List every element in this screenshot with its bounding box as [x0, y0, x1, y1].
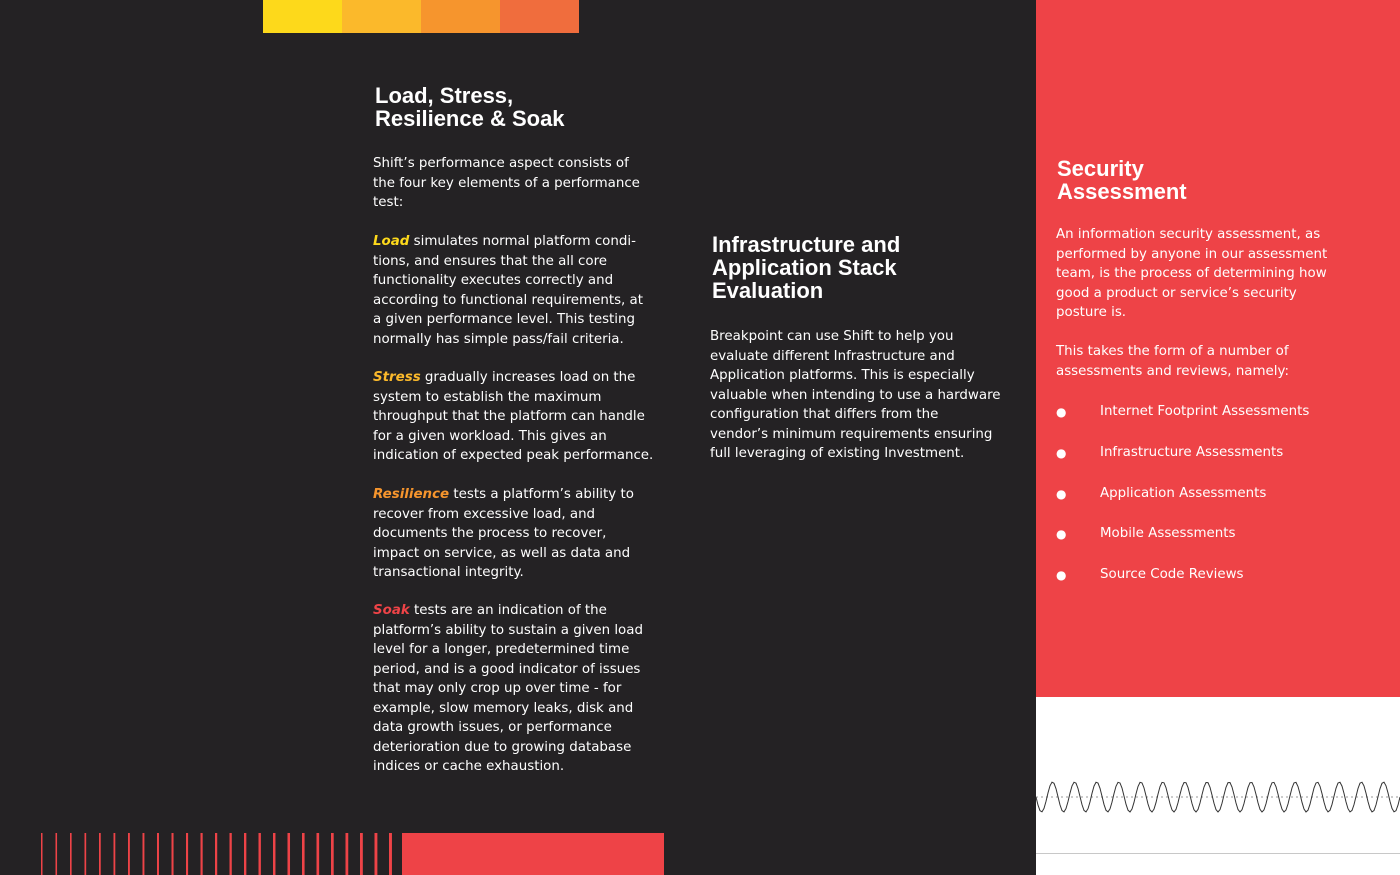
resilience-term: Resilience: [373, 487, 450, 502]
load-paragraph: [373, 232, 643, 349]
bullet-icon: ●: [1056, 486, 1067, 501]
list-item-label: Infrastructure Assessments: [1100, 444, 1284, 460]
bullet-icon: ●: [1056, 405, 1067, 419]
sine-wave-graphic: [1036, 777, 1400, 817]
performance-heading: Load, Stress, Resilience & Soak: [375, 83, 565, 131]
color-block-amber: [342, 0, 421, 33]
color-block-yellow: [263, 0, 342, 33]
white-panel: [1036, 697, 1400, 875]
bullet-icon: ●: [1056, 527, 1067, 542]
soak-paragraph: [373, 601, 643, 777]
load-term: Load: [373, 234, 410, 249]
infrastructure-body: Breakpoint can use Shift to help you evaluate different Infrastructure and Application platforms. This is especially valuable when intending to use a hardware configuration that differs from the vendor’s minimum requirements ensuring full leveraging of existing Investment.: [710, 329, 1001, 461]
list-item-label: Source Code Reviews: [1100, 567, 1244, 583]
security-heading: Security Assessment: [1057, 156, 1187, 204]
divider-line: [1036, 853, 1400, 854]
stress-paragraph: [373, 368, 653, 466]
list-item-label: Application Assessments: [1100, 485, 1267, 501]
infrastructure-heading: Infrastructure and Application Stack Evaluation: [712, 232, 901, 303]
bullet-icon: ●: [1056, 568, 1067, 583]
load-text: simulates normal platform condi- tions, and ensures that the all core functionality executes correctly and according to functional requirements, at a given performance level. This testing normally has simple pass/fail criteria.: [373, 234, 644, 347]
resilience-text: tests a platform’s ability to recover from excessive load, and documents the process to recover, impact on service, as well as data and transactional integrity.: [373, 487, 634, 580]
stress-term: Stress: [373, 370, 421, 385]
security-body-1: An information security assessment, as performed by anyone in our assessment team, is the process of determining how good a product or service’s security posture is.: [1056, 227, 1328, 320]
stress-text: gradually increases load on the system to establish the maximum throughput that the platform can handle for a given workload. This gives an indication of expected peak performance.: [373, 370, 654, 463]
list-item-label: Mobile Assessments: [1100, 526, 1236, 542]
bullet-icon: ●: [1056, 445, 1067, 460]
resilience-paragraph: [373, 485, 634, 583]
list-item-label: Internet Footprint Assessments: [1100, 404, 1310, 419]
soak-term: Soak: [373, 603, 410, 618]
security-body-2: This takes the form of a number of assessments and reviews, namely:: [1056, 344, 1289, 379]
color-strip: [263, 0, 579, 33]
soak-text: tests are an indication of the platform’s ability to sustain a given load level for a longer, predetermined time period, and is a good indicator of issues that may only crop up over time - for example, slow memory leaks, disk and data growth issues, or performance deterioration due to growing database indices or cache exhaustion.: [373, 603, 643, 774]
barcode-graphic: [0, 833, 664, 875]
color-block-orange: [421, 0, 500, 33]
color-block-red-orange: [500, 0, 579, 33]
performance-intro: Shift’s performance aspect consists of the four key elements of a performance test:: [373, 156, 640, 210]
